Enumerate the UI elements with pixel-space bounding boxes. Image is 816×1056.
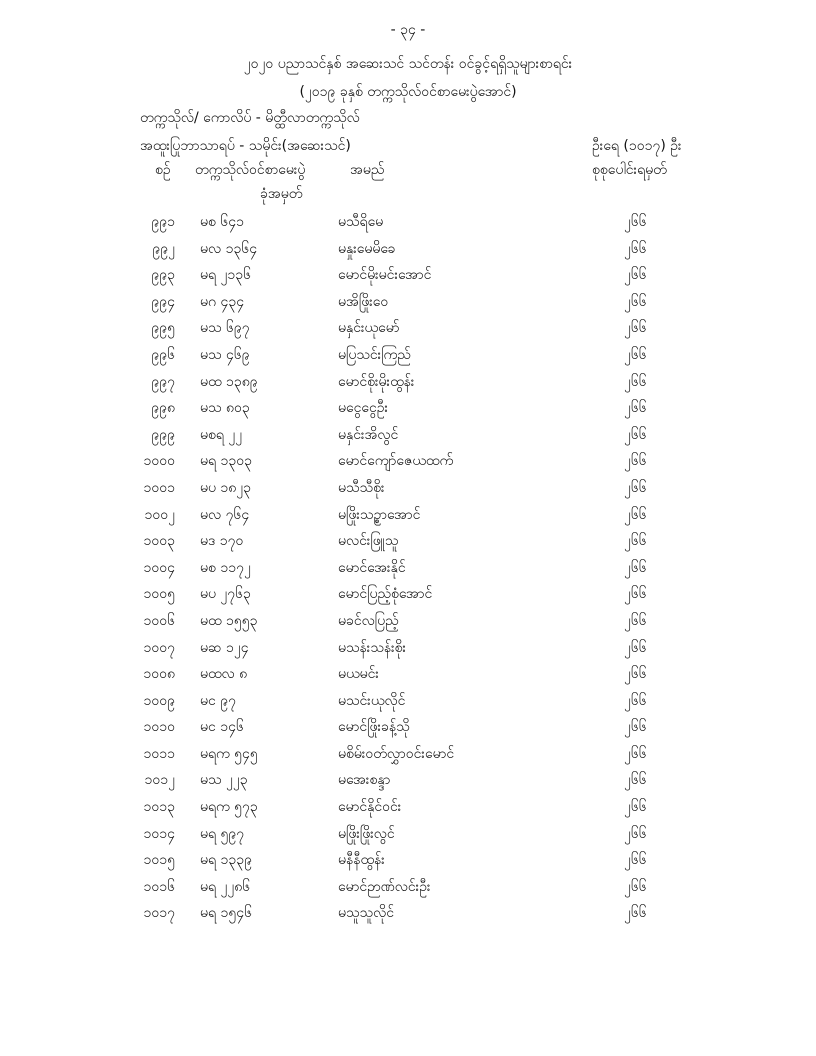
total-marks: ၂၆၆ — [624, 799, 647, 816]
total-marks: ၂၆၆ — [624, 772, 647, 789]
row-number: ၉၉၆ — [151, 346, 175, 363]
row-number: ၁၀၁၇ — [143, 905, 175, 922]
total-marks: ၂၆၆ — [624, 666, 647, 683]
student-name: မောင်စိုးမိုးထွန်း — [338, 373, 415, 390]
table-row — [0, 873, 816, 900]
roll-number: မင ၉၇ — [200, 692, 236, 709]
roll-number: မရ ၁၃၀၃ — [200, 453, 252, 470]
row-number: ၁၀၁၆ — [143, 878, 175, 895]
table-row — [0, 846, 816, 873]
row-number: ၁၀၁၂ — [144, 772, 175, 789]
table-row — [0, 501, 816, 528]
table-row — [0, 607, 816, 634]
row-number: ၁၀၀၆ — [143, 612, 175, 629]
table-row — [0, 235, 816, 262]
total-marks: ၂၆၆ — [624, 852, 647, 869]
roll-number: မရ ၂၁၃၆ — [200, 267, 251, 284]
specialization-label: အထူးပြုဘာသာရပ် - သမိုင်း(အဆေးသင်) — [140, 138, 351, 154]
total-marks: ၂၆၆ — [624, 240, 647, 257]
student-name: မသီသီစိုး — [338, 479, 385, 496]
student-name: မသင်းယုလိုင် — [338, 692, 406, 709]
table-row — [0, 394, 816, 421]
row-number: ၁၀၀၁ — [143, 479, 175, 496]
roll-number: မစရ ၂၂ — [200, 426, 243, 443]
roll-number: မထလ ၈ — [200, 666, 248, 683]
row-number: ၉၉၈ — [151, 400, 175, 417]
table-row — [0, 554, 816, 581]
student-name: မဖြိုးဖြိုးလွင် — [338, 825, 395, 842]
row-number: ၁၀၀၇ — [143, 639, 175, 656]
roll-number: မဂ ၄၃၄ — [200, 293, 245, 310]
table-row — [0, 899, 816, 926]
roll-number: မလ ၁၃၆၄ — [200, 240, 258, 257]
row-number: ၁၀၁၀ — [143, 719, 175, 736]
total-count: ဦးရေ (၁၀၁၇) ဦး — [592, 138, 682, 154]
table-row — [0, 208, 816, 235]
total-marks: ၂၆၆ — [624, 533, 647, 550]
total-marks: ၂၆၆ — [624, 825, 647, 842]
total-marks: ၂၆၆ — [624, 719, 647, 736]
table-row — [0, 713, 816, 740]
row-number: ၉၉၉ — [151, 426, 175, 443]
table-row — [0, 580, 816, 607]
row-number: ၉၉၄ — [151, 293, 175, 310]
total-marks: ၂၆၆ — [624, 400, 647, 417]
table-row — [0, 634, 816, 661]
table-row — [0, 261, 816, 288]
total-marks: ၂၆၆ — [624, 745, 647, 762]
total-marks: ၂၆၆ — [624, 559, 647, 576]
row-number: ၁၀၁၄ — [143, 825, 175, 842]
student-name: မပြသင်းကြည် — [338, 346, 411, 363]
table-row — [0, 793, 816, 820]
student-name: မဖြိုးသဉ္စာအောင် — [338, 506, 421, 523]
roll-number: မပ ၂၇၆၃ — [200, 586, 251, 603]
student-name: မခင်လပြည့် — [338, 612, 399, 629]
roll-number: မသ ၄၆၉ — [200, 346, 250, 363]
total-marks: ၂၆၆ — [624, 214, 647, 230]
row-number: ၁၀၀၈ — [143, 666, 175, 683]
student-name: မငွေငွေဦး — [338, 400, 389, 417]
student-name: မလင်းဖြူသူ — [338, 533, 399, 550]
student-name: မအေးစန္ဒာ — [338, 772, 391, 789]
total-marks: ၂၆၆ — [624, 346, 647, 363]
column-header-roll: တက္ကသိုလ်ဝင်စာမေးပွဲ — [195, 162, 306, 178]
roll-number: မသ ၈၀၃ — [200, 400, 250, 417]
roll-number: မဒ ၁၇၀ — [200, 533, 244, 550]
table-row — [0, 820, 816, 847]
row-number: ၁၀၀၅ — [143, 586, 175, 603]
total-marks: ၂၆၆ — [624, 293, 647, 310]
row-number: ၉၉၅ — [151, 320, 175, 337]
roll-number: မရက ၅၇၃ — [200, 799, 258, 816]
roll-number: မရ ၂၂၈၆ — [200, 878, 251, 895]
table-row — [0, 740, 816, 767]
roll-number: မရ ၁၅၄၆ — [200, 905, 252, 922]
student-name: မနှုးမေမိခေ — [338, 240, 396, 257]
student-name: မနှင်းယုမော် — [338, 320, 400, 337]
row-number: ၉၉၇ — [151, 373, 175, 390]
document-title: ၂၀၂၀ ပညာသင်နှစ် အဆေးသင် သင်တန်း ဝင်ခွင့်ရရှိသူများစာရင်း — [243, 56, 573, 72]
roll-number: မစ ၁၁၇၂ — [200, 559, 251, 576]
roll-number: မပ ၁၈၂၃ — [200, 479, 252, 496]
row-number: ၁၀၀၉ — [143, 692, 175, 709]
table-row — [0, 421, 816, 448]
student-name: မအိဖြိုးဝေ — [338, 293, 389, 310]
total-marks: ၂၆၆ — [624, 586, 647, 603]
student-name: မောင်မိုးမင်းအောင် — [338, 267, 432, 284]
roll-number: မရ ၁၃၃၉ — [200, 852, 252, 869]
table-row — [0, 447, 816, 474]
table-row — [0, 314, 816, 341]
total-marks: ၂၆၆ — [624, 373, 647, 390]
student-name: မသီရိမေ — [338, 214, 384, 230]
table-row — [0, 687, 816, 714]
column-header-no: စဉ် — [155, 162, 171, 178]
total-marks: ၂၆၆ — [624, 639, 647, 656]
row-number: ၉၉၃ — [151, 267, 175, 284]
student-name: မနီနီထွန်း — [338, 852, 385, 869]
student-name: မနှင်းအိလွင် — [338, 426, 399, 443]
total-marks: ၂၆၆ — [624, 612, 647, 629]
roll-number: မရက ၅၄၅ — [200, 745, 258, 762]
total-marks: ၂၆၆ — [624, 453, 647, 470]
student-name: မယမင်း — [338, 666, 379, 683]
row-number: ၉၉၂ — [152, 240, 175, 257]
student-name: မောင်ပြည့်စုံအောင် — [338, 586, 433, 603]
total-marks: ၂၆၆ — [624, 267, 647, 284]
total-marks: ၂၆၆ — [624, 320, 647, 337]
student-name: မောင်ဉာဏ်လင်းဦး — [338, 878, 431, 895]
row-number: ၁၀၁၃ — [143, 799, 175, 816]
student-name: မောင်ဖြိုးခန့်သို — [338, 719, 410, 736]
row-number: ၁၀၀၃ — [143, 533, 175, 550]
results-table — [0, 208, 816, 926]
roll-number: မလ ၇၆၄ — [200, 506, 250, 523]
table-row — [0, 474, 816, 501]
column-header-name: အမည် — [350, 162, 385, 178]
table-row — [0, 341, 816, 368]
total-marks: ၂၆၆ — [624, 426, 647, 443]
row-number: ၁၀၀၂ — [144, 506, 175, 523]
student-name: မသူသူလိုင် — [338, 905, 394, 922]
row-number: ၁၀၀၄ — [143, 559, 175, 576]
row-number: ၁၀၁၁ — [143, 745, 175, 762]
student-name: မောင်အေးနိုင် — [338, 559, 406, 576]
roll-number: မဆ ၁၂၄ — [200, 639, 249, 656]
total-marks: ၂၆၆ — [624, 878, 647, 895]
total-marks: ၂၆၆ — [624, 479, 647, 496]
row-number: ၁၀၀၀ — [143, 453, 175, 470]
total-marks: ၂၆၆ — [624, 506, 647, 523]
page-number: - ၃၄ - — [390, 22, 426, 38]
total-marks: ၂၆၆ — [624, 692, 647, 709]
table-row — [0, 368, 816, 395]
roll-number: မရ ၅၉၇ — [200, 825, 245, 842]
roll-number: မင ၁၄၆ — [200, 719, 244, 736]
table-row — [0, 288, 816, 315]
student-name: မောင်နိုင်ဝင်း — [338, 799, 402, 816]
roll-number: မသ ၆၉၇ — [200, 320, 250, 337]
column-header-roll-line2: ခုံအမှတ် — [260, 186, 303, 202]
row-number: ၉၉၁ — [151, 214, 175, 230]
table-row — [0, 660, 816, 687]
roll-number: မစ ၆၄၁ — [200, 214, 244, 230]
roll-number: မထ ၁၅၅၃ — [200, 612, 258, 629]
roll-number: မထ ၁၃၈၉ — [200, 373, 258, 390]
university-label: တက္ကသိုလ်/ ကောလိပ် - မိတ္ထီလာတက္ကသိုလ် — [140, 110, 360, 126]
student-name: မစိမ်းဝတ်လွှာဝင်းမောင် — [338, 745, 455, 762]
roll-number: မသ ၂၂၃ — [200, 772, 248, 789]
document-subtitle: (၂၀၁၉ ခုနှစ် တက္ကသိုလ်ဝင်စာမေးပွဲအောင်) — [299, 84, 517, 100]
student-name: မောင်ကျော်ဇေယထက် — [338, 453, 454, 470]
column-header-marks: စုစုပေါင်းရမှတ် — [592, 162, 667, 178]
total-marks: ၂၆၆ — [624, 905, 647, 922]
table-row — [0, 527, 816, 554]
row-number: ၁၀၁၅ — [143, 852, 175, 869]
table-row — [0, 766, 816, 793]
student-name: မသန်းသန်းစိုး — [338, 639, 407, 656]
